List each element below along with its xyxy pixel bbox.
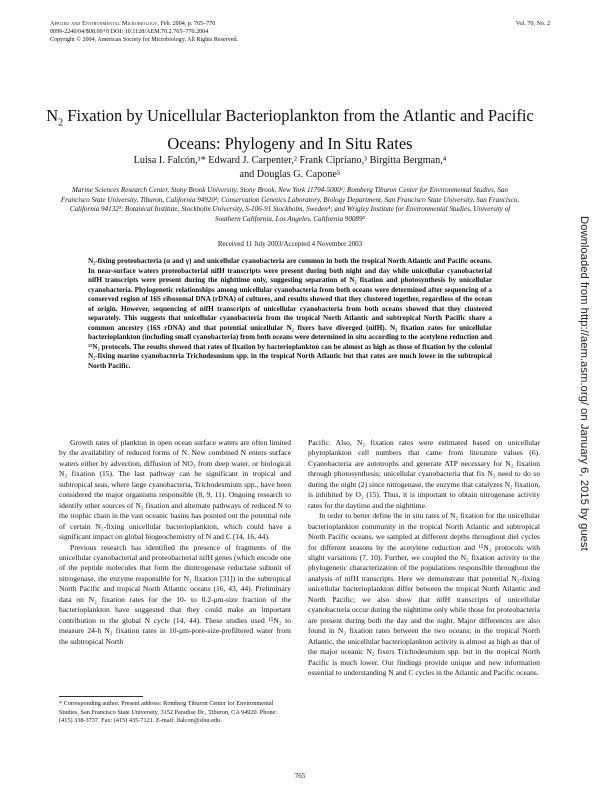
journal-name: Applied and Environmental Microbiology	[50, 21, 158, 27]
copyright-line: Copyright © 2004, American Society for Microbiology. All Rights Reserved.	[50, 37, 239, 43]
journal-issue: , Feb. 2004, p. 765–770	[157, 21, 216, 27]
authors-line-2: and Douglas G. Capone⁵	[239, 169, 341, 180]
running-header	[50, 20, 238, 44]
body-column-left	[59, 438, 291, 647]
title-text: Fixation by Unicellular Bacterioplankton from the Atlantic and Pacific Oceans: Phylogeny and In Situ Rates	[63, 106, 534, 154]
corresponding-author-footnote: * Corresponding author. Present address: Romberg Tiburon Center for Environmental Studies, San Francisco State University, 3152 Paradise Dr., Tiburon, CA 94920. Phone: (415) 338-3737. Fax: (415) 435-7121. E-mail: lfalcon@sfsu.edu.	[59, 700, 278, 725]
received-dates: Received 11 July 2003/Accepted 4 November 2003	[217, 240, 363, 248]
abstract: N₂-fixing proteobacteria (α and γ) and unicellular cyanobacteria are common in both the tropical North Atlantic and Pacific oceans. In near-surface waters proteobacterial nifH transcripts were present during both night and day while unicellular cyanobacterial nifH transcripts were present during the nighttime only, suggesting separation of N₂ fixation and photosynthesis by unicellular cyanobacteria. Phylogenetic relationships among unicellular cyanobacteria from both oceans were determined after sequencing of a conserved region of 16S ribosomal DNA (rDNA) of cultures, and results showed that they clustered together, regardless of the ocean of origin. However, sequencing of nifH transcripts of unicellular cyanobacteria from both oceans showed that they clustered separately. This suggests that unicellular cyanobacteria from the tropical North Atlantic and subtropical North Pacific share a common ancestry (16S rDNA) and that potential unicellular N₂ fixers have diverged (nifH). N₂ fixation rates for unicellular bacterioplankton (including small cyanobacteria) from both oceans were determined in situ according to the acetylene reduction and ¹⁵N₂ protocols. The results showed that rates of fixation by bacterioplankton can be almost as high as those of fixation by the colonial N₂-fixing marine cyanobacteria Trichodesmium spp. in the tropical North Atlantic but that rates are much lower in the subtropical North Pacific.	[88, 257, 492, 371]
volume-header: Vol. 70, No. 2	[515, 21, 550, 27]
body-paragraph: In order to better define the in situ rates of N₂ fixation for the unicellular bacterioplankton community in the tropical North Atlantic and subtropical North Pacific oceans, we sampled at different depths throughout diel cycles for different seasons by the acetylene reduction and ¹⁵N₂ protocols with slight variations (7, 10). Further, we coupled the N₂ fixation activity to the phylogenetic characterization of the populations responsible throughout the analysis of nifH transcripts. Here we demonstrate that potential N₂-fixing unicellular bacterioplankton differ between the tropical North Atlantic and North Pacific; we also show that nifH transcripts of unicellular cyanobacteria occur during the nighttime only while those for proteobacteria are present during both the day and the night. Major differences are also found in N₂ fixation rates between the two oceans; in the tropical North Atlantic, the unicellular bacterioplankton activity is almost as high as that of the major oceanic N₂ fixers Trichodesmium spp. but in the tropical North Pacific is much lower. Our findings provide unique and new information essential to understanding N and C cycles in the Atlantic and Pacific oceans.	[308, 511, 540, 677]
download-watermark-text: Downloaded from http://aem.asm.org/ on January 6, 2015 by guest	[578, 216, 590, 551]
page-number: 765	[294, 772, 306, 780]
body-paragraph: Previous research has identified the presence of fragments of the unicellular cyanobacterial and proteobacterial nifH genes (which encode one of the peptide molecules that form the dinitrogenase reductase subunit of nitrogenase, the enzyme responsible for N₂ fixation [31]) in the subtropical North Pacific and tropical North Atlantic oceans (16, 43, 44). Preliminary data on N₂ fixation rates for the 10- to 0.2-μm-size fraction of the bacterioplankton have suggested that they could make an important contribution to the global N cycle (14, 44). These studies used ¹⁵N₂ to measure 24-h N₂ fixation rates in 10-μm-pore-size-prefiltered water from the subtropical North	[59, 542, 291, 646]
author-list	[40, 154, 540, 182]
article-title	[40, 105, 540, 154]
body-paragraph: Pacific. Also, N₂ fixation rates were estimated based on unicellular phytoplankton cell numbers that came from literature values (6). Cyanobacteria are autotrophs and generate ATP necessary for N₂ fixation through photosynthesis; unicellular cyanobacteria that fix N₂ need to do so during the night (2) since nitrogenase, the enzyme that catalyzes N₂ fixation, is inhibited by O₂ (15). Thus, it is important to obtain nitrogenase activity rates for the daytime and the nighttime.	[308, 438, 540, 510]
title-subscript: 2	[58, 117, 64, 129]
doi-line: 0099-2240/04/$08.00+0 DOI: 10.1128/AEM.70.2.765–770.2004	[50, 29, 209, 35]
authors-line-1: Luisa I. Falcón,¹* Edward J. Carpenter,² Frank Cipriano,³ Birgitta Bergman,⁴	[133, 155, 447, 166]
body-paragraph: Growth rates of plankton in open ocean surface waters are often limited by the availability of reduced forms of N. New combined N enters surface waters either by advection, diffusion of NO₃ from deep water, or biological N₂ fixation (15). The last pathway can be significant in tropical and subtropical seas, where large cyanobacteria, Trichodesmium spp., have been considered the major organisms responsible (8, 9, 11). Ongoing research to identify other sources of N₂ fixation and alternate pathways of reduced N to the trophic chain in the vast oceanic basins has pointed out the potential role of certain N₂-fixing unicellular bacterioplankton, which could have a significant impact on global biogeochemistry of N and C (14, 16, 44).	[59, 438, 291, 542]
body-column-right	[308, 438, 540, 678]
title-n: N	[46, 106, 59, 125]
affiliations: Marine Sciences Research Center, Stony Brook University, Stony Brook, New York 11794-5000¹; Romberg Tiburon Center for Environmental Studies, San Francisco State University, Tiburon, California 94920²; Conservation Genetics Laboratory, Biology Department, San Francisco State University, San Francisco, California 94132³; Botanical Institute, Stockholm University, S-106-91 Stockholm, Sweden⁴; and Wrigley Institute for Environmental Studies, University of Southern California, Los Angeles, California 90089⁵	[60, 186, 520, 223]
footnote-divider	[59, 696, 143, 697]
download-watermark	[578, 216, 592, 596]
